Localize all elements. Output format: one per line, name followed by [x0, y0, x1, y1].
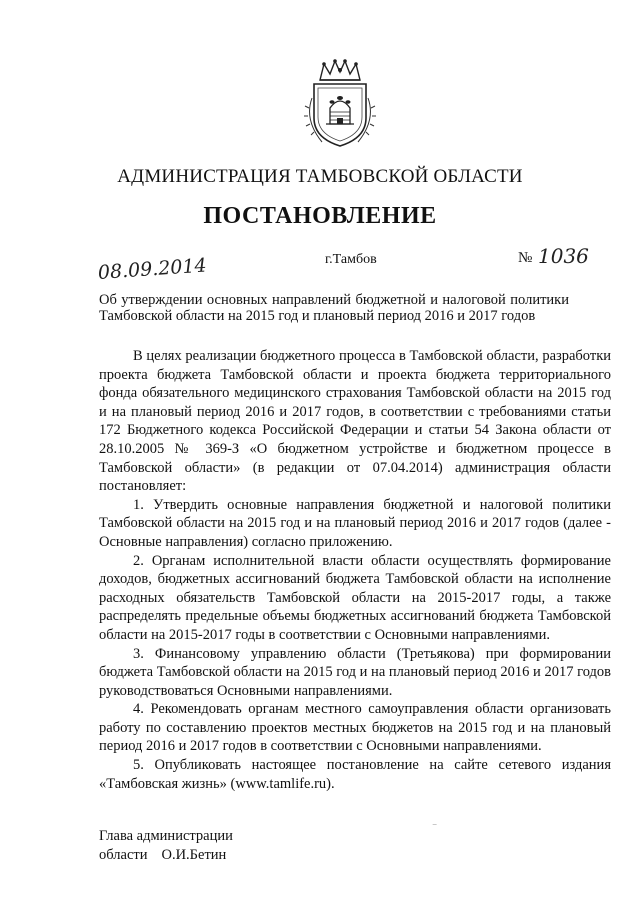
document-city: г.Тамбов [325, 252, 377, 267]
scan-speck: ⁻ [432, 822, 438, 833]
preamble-paragraph: В целях реализации бюджетного процесса в Тамбовской области, разработки проекта бюджета Тамбовской области и проекта бюджета территориального фонда обязательного медицинского страхования Тамбовской области на 2015 год и на плановый период 2016 и 2017 годов, в соответствии с требованиями статьи 172 Бюджетного кодекса Российской Федерации и статьи 54 Закона области от 28.10.2005 № 369-З «О бюджетном устройстве и бюджетном процессе в Тамбовской области» (в редакции от 07.04.2014) администрация области постановляет: [99, 348, 611, 495]
subject-line-1: Об утверждении основных направлений бюджетной и налоговой политики [99, 292, 569, 308]
resolution-item-2: 2. Органам исполнительной власти области осуществлять формирование доходов, бюджетных ассигнований бюджета Тамбовской области на исполнение расходных обязательств Тамбовской области на 2015-2017 годы, а также распределять предельные объемы бюджетных ассигнований бюджета Тамбовской области на 2015-2017 годы в соответствии с Основными направлениями. [99, 552, 611, 643]
organization-name: АДМИНИСТРАЦИЯ ТАМБОВСКОЙ ОБЛАСТИ [117, 166, 523, 187]
document-body [99, 347, 611, 793]
signatory-title-line-2 [99, 846, 233, 865]
signature-block [99, 827, 233, 864]
resolution-item-5: 5. Опубликовать настоящее постановление на сайте сетевого издания «Тамбовская жизнь» (www.tamlife.ru). [99, 757, 611, 792]
document-type: ПОСТАНОВЛЕНИЕ [203, 203, 437, 229]
document-date: 08.09.2014 [97, 254, 208, 284]
coat-of-arms-icon [296, 58, 384, 150]
resolution-item-3: 3. Финансовому управлению области (Третьякова) при формировании бюджета Тамбовской области на 2015 год и на плановый период 2016 и 2017 годов руководствоваться Основными направлениями. [99, 645, 611, 699]
signatory-title-region: области [99, 846, 148, 863]
number-label: № [518, 250, 533, 266]
signatory-title-line-1: Глава администрации [99, 828, 233, 844]
document-number: 1036 [538, 244, 589, 268]
signatory-name: О.И.Бетин [161, 846, 227, 863]
resolution-item-1: 1. Утвердить основные направления бюджетной и налоговой политики Тамбовской области на 2015 год и на плановый период 2016 и 2017 годов (далее - Основные направления) согласно приложению. [99, 496, 611, 550]
resolution-item-4: 4. Рекомендовать органам местного самоуправления области организовать работу по составлению проектов местных бюджетов на 2015 год и на плановый период 2016 и 2017 годов в соответствии с Основными направлениями. [99, 701, 611, 755]
subject-line-2: Тамбовской области на 2015 год и плановый период 2016 и 2017 годов [99, 308, 536, 324]
